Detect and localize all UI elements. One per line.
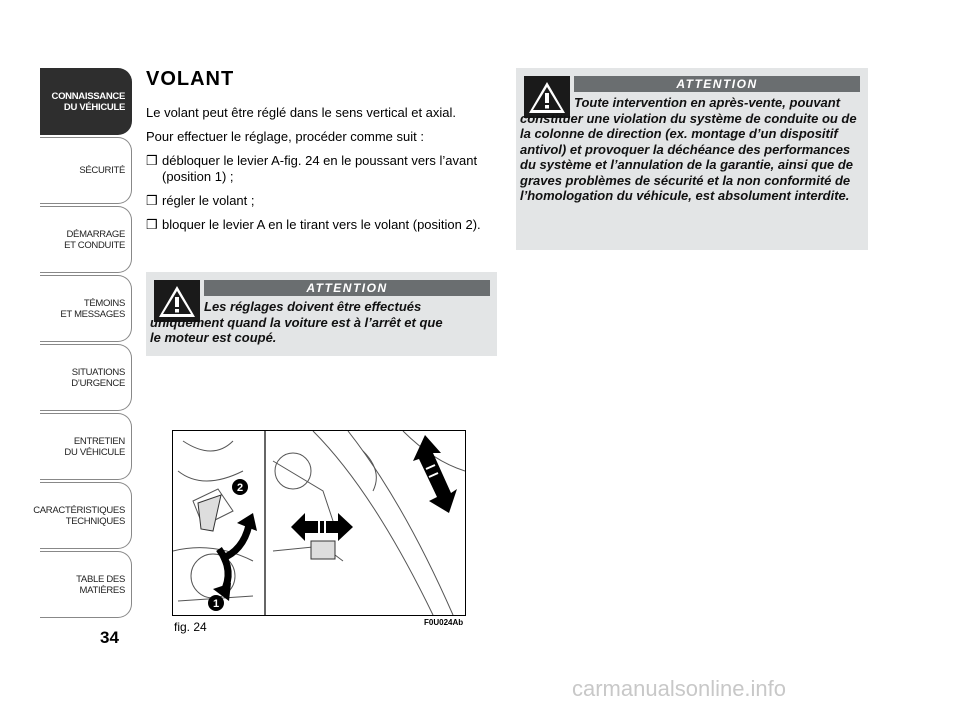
attention-header: ATTENTION bbox=[574, 76, 860, 92]
tab-demarrage-conduite[interactable] bbox=[40, 206, 132, 273]
attention-text: Les réglages doivent être effectués uniquement quand la voiture est à l’arrêt et que le moteur est coupé. bbox=[150, 299, 443, 345]
watermark: carmanualsonline.info bbox=[572, 676, 787, 701]
attention-box-right bbox=[516, 68, 868, 250]
tab-label: TABLE DES MATIÈRES bbox=[76, 573, 125, 596]
tab-table-matieres[interactable] bbox=[40, 551, 132, 618]
list-item bbox=[146, 153, 506, 185]
tab-caracteristiques-techniques[interactable] bbox=[33, 482, 132, 549]
checkbox-bullet-icon: ❒ bbox=[146, 193, 158, 208]
tab-label: CARACTÉRISTIQUES TECHNIQUES bbox=[33, 504, 125, 527]
figure-caption: fig. 24 bbox=[174, 620, 207, 634]
tab-label: SITUATIONS D’URGENCE bbox=[71, 366, 125, 389]
tab-label: DÉMARRAGE ET CONDUITE bbox=[64, 228, 125, 251]
chapter-tabs bbox=[33, 68, 132, 620]
tab-label: TÉMOINS ET MESSAGES bbox=[60, 297, 125, 320]
tab-label: ENTRETIEN DU VÉHICULE bbox=[64, 435, 125, 458]
checkbox-bullet-icon: ❒ bbox=[146, 217, 158, 232]
list-item bbox=[146, 217, 506, 233]
tab-securite[interactable] bbox=[40, 137, 132, 204]
marker-1: 1 bbox=[212, 598, 220, 610]
tab-situations-urgence[interactable] bbox=[40, 344, 132, 411]
marker-2: 2 bbox=[236, 482, 244, 494]
figure-code: F0U024Ab bbox=[424, 618, 464, 627]
tab-connaissance-vehicule[interactable] bbox=[40, 68, 132, 135]
procedure-steps bbox=[146, 153, 506, 233]
tab-temoins-messages[interactable] bbox=[40, 275, 132, 342]
tab-label: CONNAISSANCE DU VÉHICULE bbox=[51, 90, 125, 113]
list-item bbox=[146, 193, 506, 209]
intro-paragraph: Le volant peut être réglé dans le sens vertical et axial. bbox=[146, 105, 457, 120]
attention-box-left bbox=[146, 272, 497, 356]
attention-header: ATTENTION bbox=[204, 280, 490, 296]
procedure-intro: Pour effectuer le réglage, procéder comme suit : bbox=[146, 129, 424, 144]
tab-entretien-vehicule[interactable] bbox=[40, 413, 132, 480]
section-title: VOLANT bbox=[146, 68, 235, 90]
step-text: régler le volant ; bbox=[162, 193, 255, 208]
attention-text: Toute intervention en après-vente, pouvant constituer une violation du système de conduite ou de la colonne de direction (ex. montage d’un dispositif antivol) et provoquer la déchéance des performances du système et l’annulation de la garantie, ainsi que de graves problèmes de sécurité et la non conformité de l’homologation du véhicule, est absolument interdite. bbox=[520, 95, 857, 203]
step-text: débloquer le levier A-fig. 24 en le poussant vers l’avant (position 1) ; bbox=[162, 153, 478, 184]
main-text bbox=[146, 68, 506, 241]
steering-adjustment-figure bbox=[172, 430, 466, 616]
step-text: bloquer le levier A en le tirant vers le volant (position 2). bbox=[162, 217, 481, 232]
tab-label: SÉCURITÉ bbox=[79, 165, 125, 176]
page-number: 34 bbox=[100, 628, 119, 647]
steering-column-illustration bbox=[173, 431, 465, 615]
checkbox-bullet-icon: ❒ bbox=[146, 153, 158, 168]
